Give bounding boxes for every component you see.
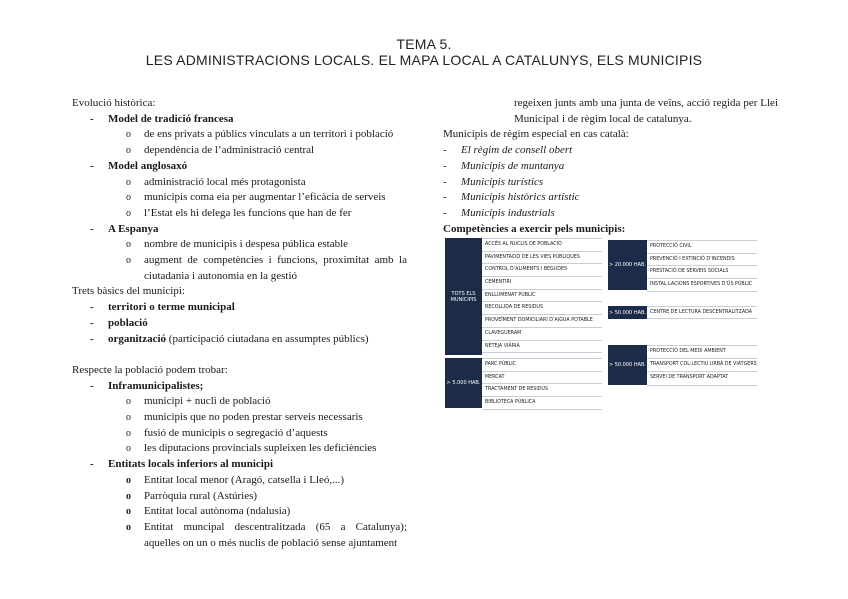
list-item: o fusió de municipis o segregació d’aquests <box>126 426 328 439</box>
list-item: o Entitat muncipal descentralitzada (65 a Catalunya); aquelles on un o més nuclis de població sense ajuntament <box>126 520 407 549</box>
list-item: - territori o terme municipal <box>90 301 235 314</box>
competence-item: MERCAT <box>482 372 602 385</box>
page-title-line2: LES ADMINISTRACIONS LOCALS. EL MAPA LOCAL A CATALUNYS, ELS MUNICIPIS <box>145 52 703 68</box>
competence-item: BIBLIOTECA PÚBLICA <box>482 397 602 410</box>
list-item: o Parròquia rural (Astúries) <box>126 489 258 502</box>
label-20000: > 20.000 HAB. <box>608 240 647 290</box>
list-item: - Inframunicipalistes; <box>90 379 204 392</box>
section-heading: Competències a exercir pels municipis: <box>443 222 626 235</box>
label-50000-a: > 50.000 HAB. <box>608 306 647 319</box>
competence-item: INSTAL·LACIONS ESPORTIVES D’ÚS PÚBLIC <box>647 279 757 292</box>
list-item: o municipis coma eia per augmentar l’eficàcia de serveis <box>126 191 386 204</box>
list-item: - Municipis històrics artístic <box>443 191 580 204</box>
page-title-line1: TEMA 5. <box>396 36 452 52</box>
list-item: o augment de competències i funcions, proximitat amb la ciutadania i autonomia en la gestió <box>126 254 407 282</box>
competence-item: PROVEÏMENT DOMICILIARI D’AIGUA POTABLE <box>482 315 602 328</box>
label-5000: > 5.000 HAB. <box>445 358 482 408</box>
competence-item: PRESTACIÓ DE SERVEIS SOCIALS <box>647 266 757 279</box>
section-heading: Respecte la població podem trobar: <box>72 363 228 376</box>
list-item: - Model de tradició francesa <box>90 112 234 125</box>
competence-item: PREVENCIÓ I EXTINCIÓ D’INCENDIS <box>647 254 757 267</box>
competence-item: PROTECCIÓ DEL MEDI AMBIENT <box>647 345 757 359</box>
left-column <box>72 96 407 551</box>
list-item: - Municipis de muntanya <box>443 159 565 172</box>
list-item: o nombre de municipis i despesa pública estable <box>126 238 349 251</box>
competence-item: ENLLUMENAT PÚBLIC <box>482 290 602 303</box>
section-heading: Trets bàsics del municipi: <box>72 285 185 298</box>
section-heading: Evolució històrica: <box>72 97 156 109</box>
list-item: - A Espanya <box>90 222 159 235</box>
competence-item: CLAVEGUERAM <box>482 328 602 341</box>
competence-item: CONTROL D’ALIMENTS I BEGUDES <box>482 264 602 277</box>
list-item: - població <box>90 316 148 329</box>
right-column <box>443 96 778 237</box>
list-item: - Municipis industrials <box>443 206 555 219</box>
list-item: o l’Estat els hi delega les funcions que han de fer <box>126 206 352 219</box>
list-item: o Entitat local autònoma (ndalusia) <box>126 505 291 518</box>
list-item: o administració local més protagonista <box>126 175 306 188</box>
competence-item: PROTECCIÓ CIVIL <box>647 240 757 254</box>
competence-item: NETEJA VIÀRIA <box>482 341 602 354</box>
list-item: - Entitats locals inferiors al municipi <box>90 458 273 471</box>
label-50000-b: > 50.000 HAB. <box>608 345 647 385</box>
label-tots-els-municipis: TOTS ELS MUNICIPIS <box>445 238 482 355</box>
items-20000 <box>647 240 757 292</box>
competence-item: CENTRE DE LECTURA DESCENTRALITZADA <box>647 306 757 319</box>
competence-item: SERVEI DE TRANSPORT ADAPTAT <box>647 372 757 385</box>
list-item: o municipi + nucli de població <box>126 395 271 408</box>
paragraph-continuation: regeixen junts amb una junta de veïns, acció regida per Llei Municipal i de règim local de catalunya. <box>514 97 778 125</box>
list-item: o dependència de l’administració central <box>126 144 315 157</box>
items-50000-b <box>647 345 757 386</box>
items-50000-a <box>647 306 757 319</box>
list-item: - organització (participació ciutadana en assumptes públics) <box>90 332 369 345</box>
items-tots <box>482 238 602 353</box>
list-item: o les diputacions provincials supleixen les deficiències <box>126 442 377 455</box>
competence-item: TRANSPORT COL·LECTIU URBÀ DE VIATGERS <box>647 359 757 372</box>
list-item: - Municipis turístics <box>443 175 544 188</box>
list-item: - Model anglosaxó <box>90 159 188 172</box>
competence-item: RECOLLIDA DE RESIDUS <box>482 302 602 315</box>
list-item: o municipis que no poden prestar serveis necessaris <box>126 411 363 424</box>
competence-item: ACCÉS AL NUCLIS DE POBLACIÓ <box>482 238 602 252</box>
competence-item: CEMENTIRI <box>482 277 602 290</box>
competence-item: PAVIMENTACIÓ DE LES VIES PÚBLIQUES <box>482 252 602 265</box>
competence-item: PARC PÚBLIC <box>482 358 602 372</box>
section-heading: Municipis de règim especial en cas català: <box>443 128 629 141</box>
items-5000 <box>482 358 602 410</box>
competence-item: TRACTAMENT DE RESIDUS <box>482 384 602 397</box>
list-item: - El règim de consell obert <box>443 144 573 157</box>
list-item: o de ens privats a públics vinculats a un territori i població <box>126 128 394 141</box>
list-item: o Entitat local menor (Aragó, catsella i Lleó,...) <box>126 473 345 486</box>
